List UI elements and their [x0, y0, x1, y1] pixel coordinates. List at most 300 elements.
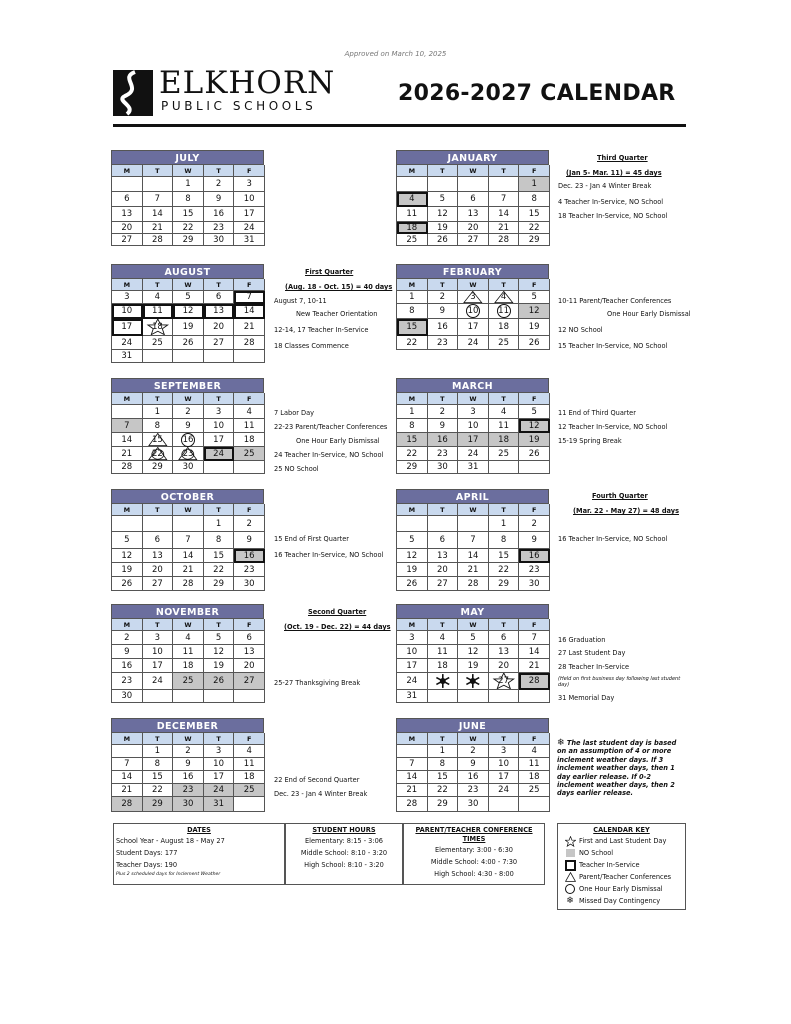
- note-jan: Dec. 23 - Jan 4 Winter Break: [558, 182, 652, 190]
- day-number: 26: [121, 579, 133, 589]
- day-number: 13: [436, 551, 448, 561]
- day-cell: [397, 192, 428, 207]
- day-cell: [397, 222, 428, 234]
- day-number: 28: [467, 579, 479, 589]
- day-number: 16: [528, 551, 540, 561]
- day-cell: [458, 797, 489, 812]
- weekday-header: W: [173, 165, 204, 177]
- day-number: 18: [528, 772, 540, 782]
- day-number: 27: [436, 579, 448, 589]
- weekday-header: T: [204, 504, 235, 516]
- empty-cell: [112, 745, 143, 758]
- day-number: 24: [151, 676, 163, 686]
- day-number: 30: [243, 579, 255, 589]
- day-number: 10: [121, 306, 133, 316]
- day-number: 15: [213, 551, 224, 561]
- road-logo-icon: [113, 70, 153, 116]
- day-number: 19: [121, 565, 133, 575]
- weekday-header: F: [519, 165, 550, 177]
- key-item: [558, 895, 685, 907]
- day-number: 3: [409, 633, 415, 643]
- day-number: 2: [246, 519, 252, 529]
- day-number: 21: [243, 322, 255, 332]
- day-cell: [112, 461, 143, 474]
- day-cell: [204, 234, 235, 246]
- day-cell: [489, 784, 520, 797]
- day-number: 18: [243, 435, 255, 445]
- day-number: 9: [215, 194, 222, 204]
- day-cell: [519, 207, 550, 222]
- month-grid: [111, 393, 264, 474]
- day-cell: [234, 319, 265, 336]
- day-cell: [519, 419, 550, 433]
- weekday-header: F: [234, 619, 265, 631]
- district-logo: [113, 65, 336, 116]
- day-cell: [428, 405, 459, 419]
- day-number: 1: [154, 746, 161, 756]
- note-may: 31 Memorial Day: [558, 694, 615, 702]
- day-cell: [143, 563, 174, 577]
- day-number: 18: [243, 772, 255, 782]
- month-october: [111, 489, 264, 591]
- empty-cell: [143, 350, 174, 363]
- day-number: 2: [215, 179, 222, 189]
- day-number: 6: [470, 194, 476, 204]
- day-number: 7: [470, 535, 476, 545]
- day-cell: [234, 291, 265, 304]
- day-number: 19: [436, 223, 448, 233]
- day-cell: [143, 207, 174, 222]
- day-number: 2: [185, 746, 191, 756]
- day-number: 20: [243, 661, 255, 671]
- day-number: 10: [467, 306, 479, 316]
- day-number: 6: [154, 535, 161, 545]
- dates-box: [113, 823, 285, 885]
- day-number: 22: [406, 449, 418, 459]
- day-cell: [112, 222, 143, 234]
- day-number: 28: [121, 462, 133, 472]
- day-number: 10: [243, 194, 255, 204]
- day-number: 11: [151, 306, 163, 316]
- day-cell: [489, 234, 520, 246]
- day-cell: [234, 784, 265, 797]
- day-number: 12: [436, 209, 448, 219]
- day-cell: [519, 771, 550, 784]
- day-cell: [458, 447, 489, 461]
- weekday-header: F: [234, 393, 265, 405]
- day-number: 20: [467, 223, 479, 233]
- weekday-header: W: [458, 504, 489, 516]
- day-number: 17: [467, 322, 479, 332]
- page-title: 2026-2027 CALENDAR: [398, 81, 676, 106]
- day-cell: [112, 291, 143, 304]
- day-cell: [397, 797, 428, 812]
- weekday-header: M: [397, 733, 428, 745]
- day-cell: [204, 532, 235, 549]
- month-header: APRIL: [396, 489, 549, 504]
- day-cell: [204, 405, 235, 419]
- empty-cell: [428, 516, 459, 532]
- day-number: 20: [436, 565, 448, 575]
- snow-day-note: [557, 739, 687, 798]
- empty-cell: [397, 516, 428, 532]
- day-number: 29: [151, 799, 163, 809]
- day-cell: [519, 745, 550, 758]
- day-number: 23: [213, 223, 224, 233]
- day-number: 20: [498, 661, 509, 671]
- day-cell: [204, 549, 235, 563]
- day-cell: [428, 234, 459, 246]
- day-number: 3: [470, 407, 476, 417]
- day-cell: [489, 577, 520, 591]
- day-cell: [204, 419, 235, 433]
- day-number: 30: [213, 235, 224, 245]
- day-number: 1: [154, 407, 161, 417]
- day-cell: [428, 758, 459, 771]
- day-cell: [519, 177, 550, 192]
- day-number: 17: [213, 772, 224, 782]
- day-cell: [234, 532, 265, 549]
- day-number: 19: [528, 322, 540, 332]
- day-number: 4: [439, 633, 446, 643]
- day-number: 11: [498, 306, 509, 316]
- day-cell: [234, 234, 265, 246]
- day-number: 22: [498, 565, 509, 575]
- day-number: 16: [243, 551, 255, 561]
- weekday-header: W: [458, 619, 489, 631]
- day-number: 3: [215, 746, 222, 756]
- day-number: 23: [467, 785, 479, 795]
- day-cell: [397, 690, 428, 703]
- weekday-header: M: [112, 279, 143, 291]
- day-cell: [428, 304, 459, 319]
- day-cell: [112, 336, 143, 350]
- day-number: 1: [500, 519, 507, 529]
- note-feb: One Hour Early Dismissal: [607, 310, 691, 318]
- day-number: 21: [467, 565, 479, 575]
- day-cell: [458, 659, 489, 673]
- day-number: 1: [531, 179, 537, 189]
- empty-cell: [204, 461, 235, 474]
- weekday-header: F: [234, 733, 265, 745]
- day-cell: [143, 549, 174, 563]
- day-number: 17: [213, 435, 224, 445]
- weekday-header: W: [458, 733, 489, 745]
- weekday-header: T: [489, 279, 520, 291]
- day-number: 7: [531, 633, 537, 643]
- day-number: 28: [151, 235, 163, 245]
- day-cell: [234, 177, 265, 192]
- day-cell: [234, 336, 265, 350]
- day-number: 11: [243, 759, 255, 769]
- day-number: 25: [151, 338, 163, 348]
- day-cell: [143, 461, 174, 474]
- day-cell: [489, 516, 520, 532]
- day-cell: [428, 797, 459, 812]
- day-number: 10: [498, 759, 509, 769]
- weekday-header: T: [143, 504, 174, 516]
- day-cell: [397, 447, 428, 461]
- day-number: 30: [121, 691, 133, 701]
- key-title: CALENDAR KEY: [593, 826, 650, 834]
- empty-cell: [458, 690, 489, 703]
- month-november: [111, 604, 264, 703]
- day-number: 8: [439, 759, 446, 769]
- day-cell: [397, 336, 428, 350]
- day-number: 5: [185, 292, 191, 302]
- day-number: 19: [213, 661, 224, 671]
- day-number: 25: [498, 338, 509, 348]
- day-cell: [428, 336, 459, 350]
- day-cell: [173, 319, 204, 336]
- day-cell: [428, 447, 459, 461]
- day-number: 2: [185, 407, 191, 417]
- day-cell: [519, 563, 550, 577]
- weekday-header: T: [143, 619, 174, 631]
- day-cell: [458, 207, 489, 222]
- day-number: 24: [406, 676, 418, 686]
- day-number: 25: [182, 676, 194, 686]
- day-cell: [397, 645, 428, 659]
- day-number: 9: [124, 647, 130, 657]
- day-cell: [489, 222, 520, 234]
- empty-cell: [397, 745, 428, 758]
- day-cell: [489, 291, 520, 304]
- day-cell: [112, 433, 143, 447]
- day-number: 24: [121, 338, 133, 348]
- day-cell: [397, 419, 428, 433]
- weekday-header: W: [173, 279, 204, 291]
- weekday-header: T: [489, 393, 520, 405]
- day-number: 4: [246, 407, 252, 417]
- month-grid: [111, 279, 264, 363]
- note-nov: 25-27 Thanksgiving Break: [274, 679, 361, 687]
- day-cell: [397, 405, 428, 419]
- day-number: 20: [121, 223, 133, 233]
- day-cell: [458, 745, 489, 758]
- day-cell: [112, 758, 143, 771]
- empty-cell: [519, 797, 550, 812]
- day-cell: [458, 304, 489, 319]
- day-number: 21: [121, 449, 133, 459]
- day-cell: [458, 784, 489, 797]
- day-number: 29: [528, 235, 540, 245]
- weekday-header: F: [519, 504, 550, 516]
- day-number: 11: [406, 209, 418, 219]
- weekday-header: T: [428, 504, 459, 516]
- day-cell: [143, 745, 174, 758]
- day-number: 21: [182, 565, 194, 575]
- day-cell: [173, 532, 204, 549]
- month-grid: [111, 165, 264, 246]
- day-cell: [428, 433, 459, 447]
- day-cell: [112, 784, 143, 797]
- weekday-header: T: [428, 393, 459, 405]
- day-cell: [173, 784, 204, 797]
- day-number: 22: [213, 565, 224, 575]
- note-dec: 22 End of Second Quarter: [274, 776, 360, 784]
- day-cell: [428, 577, 459, 591]
- day-cell: [112, 207, 143, 222]
- month-june: [396, 718, 549, 812]
- day-cell: [234, 447, 265, 461]
- note-mar: 11 End of Third Quarter: [558, 409, 636, 417]
- day-cell: [204, 336, 235, 350]
- day-cell: [489, 549, 520, 563]
- circle-icon: [564, 884, 576, 894]
- month-header: AUGUST: [111, 264, 264, 279]
- weekday-header: W: [173, 733, 204, 745]
- day-number: 29: [182, 235, 194, 245]
- day-cell: [519, 234, 550, 246]
- day-number: 12: [528, 421, 540, 431]
- day-cell: [489, 433, 520, 447]
- empty-cell: [519, 690, 550, 703]
- day-cell: [112, 319, 143, 336]
- triangle-icon: [564, 872, 576, 882]
- ptc-line: Elementary: 3:00 - 6:30: [435, 846, 513, 854]
- weekday-header: F: [519, 393, 550, 405]
- day-cell: [143, 532, 174, 549]
- day-cell: [428, 659, 459, 673]
- day-cell: [519, 405, 550, 419]
- day-number: 26: [436, 235, 448, 245]
- day-cell: [458, 532, 489, 549]
- day-cell: [173, 631, 204, 645]
- day-number: 18: [498, 435, 509, 445]
- day-number: 14: [243, 306, 255, 316]
- day-number: 20: [213, 322, 224, 332]
- day-cell: [428, 291, 459, 304]
- note-sep: One Hour Early Dismissal: [296, 437, 380, 445]
- day-cell: [204, 771, 235, 784]
- day-cell: [143, 784, 174, 797]
- day-cell: [428, 673, 459, 690]
- day-cell: [397, 673, 428, 690]
- ptc-title: PARENT/TEACHER CONFERENCE TIMES: [415, 826, 533, 843]
- day-number: 9: [185, 421, 191, 431]
- day-cell: [428, 461, 459, 474]
- day-cell: [458, 222, 489, 234]
- day-cell: [204, 304, 235, 319]
- month-header: FEBRUARY: [396, 264, 549, 279]
- key-label: Missed Day Contingency: [579, 897, 661, 905]
- day-number: 16: [436, 435, 448, 445]
- day-cell: [519, 784, 550, 797]
- day-cell: [519, 549, 550, 563]
- bold-square-icon: [564, 860, 576, 870]
- key-label: NO School: [579, 849, 614, 857]
- day-number: 7: [124, 759, 130, 769]
- day-cell: [489, 192, 520, 207]
- day-cell: [397, 433, 428, 447]
- weekday-header: T: [489, 619, 520, 631]
- day-cell: [234, 659, 265, 673]
- day-cell: [397, 577, 428, 591]
- day-cell: [173, 433, 204, 447]
- day-number: 3: [500, 746, 507, 756]
- key-label: One Hour Early Dismissal: [579, 885, 663, 893]
- day-number: 3: [246, 179, 252, 189]
- day-cell: [428, 419, 459, 433]
- day-cell: [458, 336, 489, 350]
- day-cell: [143, 797, 174, 812]
- day-cell: [234, 631, 265, 645]
- day-cell: [143, 419, 174, 433]
- month-february: [396, 264, 549, 350]
- day-number: 18: [498, 322, 509, 332]
- empty-cell: [173, 516, 204, 532]
- empty-cell: [234, 350, 265, 363]
- day-cell: [397, 207, 428, 222]
- day-cell: [458, 577, 489, 591]
- day-number: 11: [182, 647, 194, 657]
- day-cell: [519, 631, 550, 645]
- day-cell: [428, 645, 459, 659]
- weekday-header: M: [397, 393, 428, 405]
- day-cell: [204, 797, 235, 812]
- day-number: 16: [467, 772, 479, 782]
- day-number: 24: [213, 449, 224, 459]
- weekday-header: T: [428, 619, 459, 631]
- day-number: 21: [498, 223, 509, 233]
- snow-day-text: The last student day is based on an assumption of 4 or more inclement weather days. If 3 inclement weather days, then 1 day earlier release. If 0-2 inclement weather days, then 2 days earlier release.: [557, 739, 677, 798]
- day-cell: [173, 291, 204, 304]
- day-number: 26: [182, 338, 194, 348]
- day-number: 15: [436, 772, 448, 782]
- day-cell: [397, 319, 428, 336]
- day-number: 31: [467, 462, 479, 472]
- weekday-header: M: [112, 733, 143, 745]
- month-header: OCTOBER: [111, 489, 264, 504]
- day-number: 9: [439, 306, 446, 316]
- day-cell: [173, 745, 204, 758]
- note-may: 28 Teacher In-Service: [558, 663, 630, 671]
- day-cell: [458, 549, 489, 563]
- day-cell: [489, 419, 520, 433]
- day-cell: [428, 319, 459, 336]
- empty-cell: [173, 350, 204, 363]
- weekday-header: T: [204, 279, 235, 291]
- day-cell: [112, 577, 143, 591]
- day-cell: [173, 549, 204, 563]
- day-cell: [519, 192, 550, 207]
- day-cell: [204, 319, 235, 336]
- key-label: First and Last Student Day: [579, 837, 667, 845]
- day-number: 31: [406, 691, 418, 701]
- empty-cell: [458, 516, 489, 532]
- ptc-times-box: [403, 823, 545, 885]
- day-number: 10: [213, 759, 224, 769]
- day-cell: [204, 758, 235, 771]
- hours-line: High School: 8:10 - 3:20: [304, 861, 384, 869]
- day-number: 24: [213, 785, 224, 795]
- day-number: 1: [185, 179, 191, 189]
- day-cell: [112, 771, 143, 784]
- day-cell: [173, 207, 204, 222]
- day-number: 2: [124, 633, 130, 643]
- weekday-header: T: [428, 279, 459, 291]
- day-number: 22: [182, 223, 194, 233]
- day-number: 7: [246, 292, 252, 302]
- day-number: 6: [215, 292, 222, 302]
- day-cell: [519, 577, 550, 591]
- day-cell: [173, 673, 204, 690]
- day-cell: [428, 532, 459, 549]
- day-number: 10: [467, 421, 479, 431]
- day-number: 23: [243, 565, 255, 575]
- day-number: 16: [213, 209, 224, 219]
